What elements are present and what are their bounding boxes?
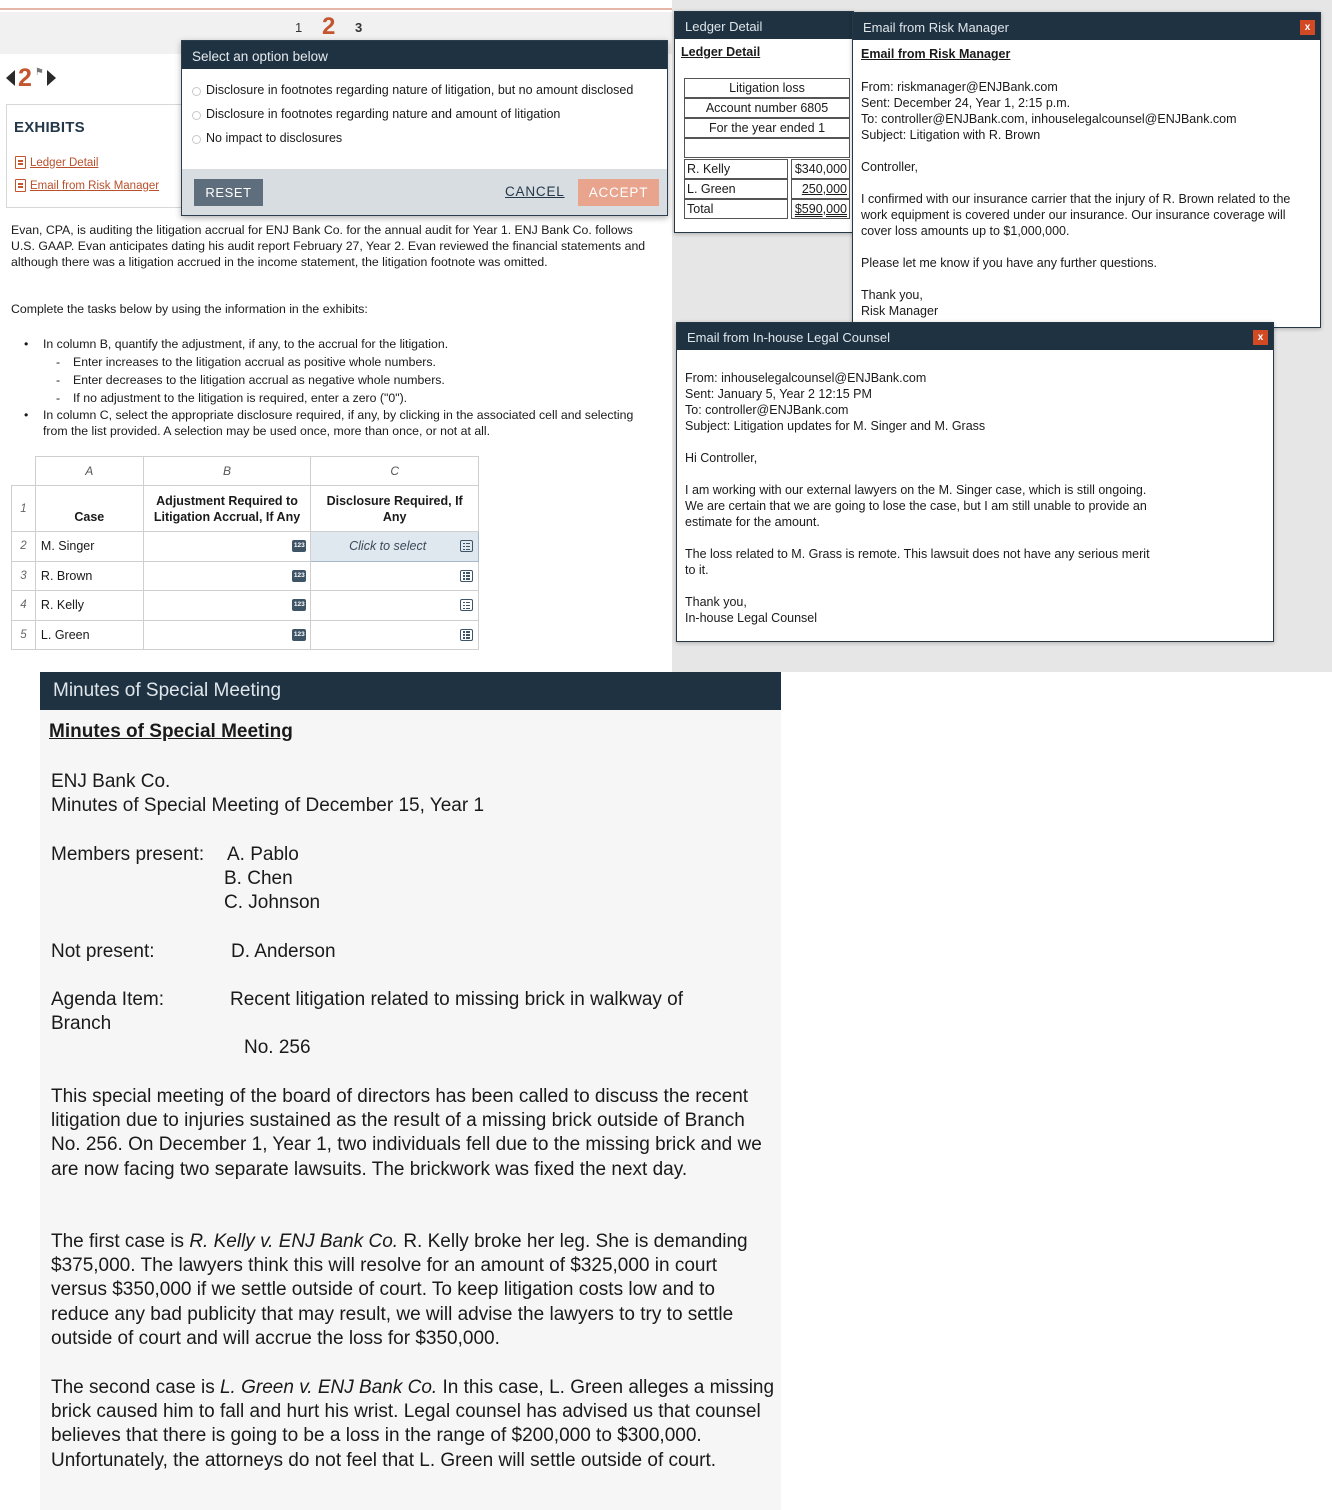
list-select-icon: [460, 540, 473, 552]
ledger-amount: 250,000: [791, 179, 850, 199]
case-cell: L. Green: [35, 620, 143, 650]
case-name: L. Green v. ENJ Bank Co.: [219, 1377, 438, 1398]
exhibits-panel: [6, 104, 186, 208]
minutes-paragraph-3: The second case is L. Green v. ENJ Bank Co. In this case, L. Green alleges a missing brick caused him to fall and hurt his wrist. Legal counsel has advised us that counsel believes that there is going to be a loss in the range of $200,000 to $300,000. Unfortunately, the attorneys do not feel that L. Green will settle outside of court.: [51, 1377, 775, 1471]
option-label: Disclosure in footnotes regarding nature and amount of litigation: [206, 107, 561, 121]
ledger-name: L. Green: [684, 179, 788, 199]
ledger-name: Total: [684, 199, 788, 219]
exhibit-link-ledger-detail[interactable]: [15, 156, 98, 169]
cancel-button[interactable]: CANCEL: [505, 184, 565, 199]
ledger-name: R. Kelly: [684, 159, 788, 179]
minutes-paragraph-1: This special meeting of the board of directors has been called to discuss the recent litigation due to injuries sustained as the result of a missing brick outside of Branch No. 256. On December 1, Year 1, two individuals fell due to the missing brick and we are now facing two separate lawsuits. The brickwork was fixed the next day.: [51, 1086, 762, 1180]
meeting-date: Minutes of Special Meeting of December 15, Year 1: [51, 795, 485, 816]
ledger-header-line: Account number 6805: [684, 98, 850, 118]
task-list: • In column B, quantify the adjustment, if any, to the accrual for the litigation. - Enter increases to the litigation accrual as positive whole numbers. - Enter decreases to the litigation accrual as negative whole numbers. - If no adjustment to the litigation is required, enter a zero ("0"). • In column C, select the appropriate disclosure required, if any, by clicking in the associated cell and selecting from the list provided. A selection may be used once, more than once, or not at all.: [24, 337, 634, 438]
minutes-paragraph-2: The first case is R. Kelly v. ENJ Bank Co. R. Kelly broke her leg. She is demanding $375,000. The lawyers think this will resolve for an amount of $325,000 in court versus $350,000 if we settle outside of court. To keep litigation costs low and to reduce any bad publicity that may result, we will advise the lawyers to try to settle outside of court and will accrue the loss for $350,000.: [51, 1231, 748, 1349]
corner-cell: [12, 457, 36, 486]
task-bullet-1: In column B, quantify the adjustment, if any, to the accrual for the litigation.: [43, 337, 449, 351]
radio-button[interactable]: [192, 111, 201, 120]
agenda-text-continued: No. 256: [244, 1037, 311, 1058]
row-number: 5: [12, 620, 36, 650]
option-label: No impact to disclosures: [206, 131, 343, 145]
disclosure-select-cell[interactable]: [311, 561, 479, 591]
column-letter-a: A: [35, 457, 143, 486]
document-icon: [15, 156, 26, 169]
task-panel: [0, 0, 672, 672]
case-cell: R. Brown: [35, 561, 143, 591]
column-letter-b: B: [143, 457, 311, 486]
case-cell: R. Kelly: [35, 591, 143, 621]
list-select-icon: [460, 570, 473, 582]
risk-manager-email-window[interactable]: [852, 12, 1321, 328]
dialog-title: Select an option below: [182, 41, 667, 69]
ledger-blank-line: [684, 138, 850, 158]
reset-button[interactable]: RESET: [194, 179, 263, 206]
option-nature-no-amount[interactable]: [192, 83, 633, 97]
case-name: R. Kelly v. ENJ Bank Co.: [189, 1231, 399, 1252]
window-title: Email from In-house Legal Counsel: [677, 323, 1273, 350]
legal-email-body: [685, 370, 1155, 626]
email-thanks: Thank you,: [861, 288, 923, 302]
page-2-link[interactable]: 2: [322, 13, 336, 40]
email-greeting: Controller,: [861, 160, 918, 174]
task-sub-2: Enter decreases to the litigation accrual as negative whole numbers.: [73, 373, 445, 387]
option-nature-and-amount[interactable]: [192, 107, 560, 121]
email-to: To: controller@ENJBank.com: [685, 403, 849, 417]
list-select-icon: [460, 599, 473, 611]
not-present-name: D. Anderson: [231, 941, 336, 962]
member-name: B. Chen: [224, 868, 293, 889]
next-step-icon[interactable]: [47, 70, 56, 86]
email-paragraph: I am working with our external lawyers on the M. Singer case, which is still ongoing. We are certain that we are going to lose the case, but I am still unable to provide an estimate for the amount.: [685, 483, 1147, 529]
minutes-heading: Minutes of Special Meeting: [49, 721, 293, 742]
numeric-entry-icon: 123: [292, 629, 306, 641]
exhibit-link-label: Email from Risk Manager: [30, 179, 160, 192]
adjustment-input-cell[interactable]: [143, 561, 311, 591]
window-title: Minutes of Special Meeting: [40, 672, 781, 710]
step-navigator: [6, 64, 56, 92]
ledger-row: [684, 159, 850, 179]
flag-icon[interactable]: ⚑: [34, 67, 44, 78]
task-sub-1: Enter increases to the litigation accrual as positive whole numbers.: [73, 355, 436, 369]
page-3-link[interactable]: 3: [355, 20, 363, 35]
email-thanks: Thank you,: [685, 595, 747, 609]
member-name: A. Pablo: [227, 844, 299, 865]
accept-button[interactable]: ACCEPT: [578, 179, 659, 206]
header-adjustment: Adjustment Required to Litigation Accrual, If Any: [143, 486, 311, 532]
numeric-entry-icon: 123: [292, 599, 306, 611]
option-no-impact[interactable]: [192, 131, 342, 145]
company-name: ENJ Bank Co.: [51, 771, 171, 792]
row-number: 1: [12, 486, 36, 532]
email-paragraph: The loss related to M. Grass is remote. This lawsuit does not have any serious merit to it.: [685, 547, 1150, 577]
email-subject: Subject: Litigation updates for M. Singer and M. Grass: [685, 419, 986, 433]
answer-spreadsheet: [11, 456, 479, 650]
column-letter-c: C: [311, 457, 479, 486]
ledger-row: [684, 199, 850, 219]
minutes-window[interactable]: [40, 672, 781, 1510]
task-intro: Evan, CPA, is auditing the litigation accrual for ENJ Bank Co. for the annual audit for Year 1. ENJ Bank Co. follows U.S. GAAP. Evan anticipates dating his audit report February 27, Year 2. Evan reviewed the financial statements and although there was a litigation accrued in the income statement, the litigation footnote was omitted.: [11, 223, 646, 269]
member-name: C. Johnson: [224, 892, 321, 913]
option-label: Disclosure in footnotes regarding nature of litigation, but no amount disclosed: [206, 83, 634, 97]
click-to-select-label: Click to select: [349, 539, 427, 554]
row-number: 4: [12, 591, 36, 621]
window-title: Email from Risk Manager: [853, 13, 1320, 40]
close-icon[interactable]: x: [1253, 330, 1268, 345]
dialog-footer: [182, 169, 667, 215]
email-subject: Subject: Litigation with R. Brown: [861, 128, 1041, 142]
ledger-amount: $340,000: [791, 159, 850, 179]
agenda-text: Recent litigation related to missing brick in walkway of: [230, 989, 684, 1010]
row-number: 3: [12, 561, 36, 591]
task-sub-3: If no adjustment to the litigation is required, enter a zero ("0").: [73, 391, 408, 405]
email-paragraph: I confirmed with our insurance carrier that the injury of R. Brown related to the work equipment is covered under our insurance. Our insurance coverage will cover loss amounts up to $1,000,000.: [861, 192, 1291, 238]
ledger-detail-window[interactable]: [674, 11, 854, 233]
adjustment-input-cell[interactable]: [143, 532, 311, 562]
adjustment-input-cell[interactable]: [143, 591, 311, 621]
radio-button[interactable]: [192, 135, 201, 144]
email-heading: Email from Risk Manager: [861, 47, 1011, 61]
ledger-row: [684, 179, 850, 199]
agenda-label-continued: Branch: [51, 1013, 112, 1034]
disclosure-select-cell[interactable]: [311, 532, 479, 562]
table-row: [12, 620, 479, 650]
disclosure-select-cell[interactable]: [311, 620, 479, 650]
disclosure-option-dialog: [181, 40, 668, 216]
radio-button[interactable]: [192, 87, 201, 96]
exhibit-link-risk-manager-email[interactable]: [15, 179, 159, 192]
exhibits-title: EXHIBITS: [14, 119, 85, 136]
task-instruction: Complete the tasks below by using the information in the exhibits:: [11, 302, 368, 316]
task-bullet-2: In column C, select the appropriate disclosure required, if any, by clicking in the associated cell and selecting from the list provided. A selection may be used once, more than once, or not at all.: [43, 408, 634, 438]
email-signature: In-house Legal Counsel: [685, 611, 818, 625]
case-cell: M. Singer: [35, 532, 143, 562]
email-closing: Please let me know if you have any further questions.: [861, 256, 1157, 270]
document-icon: [15, 179, 26, 192]
legal-counsel-email-window[interactable]: [676, 322, 1274, 642]
ledger-header-line: For the year ended 1: [684, 118, 850, 138]
adjustment-input-cell[interactable]: [143, 620, 311, 650]
table-row: [12, 591, 479, 621]
email-sent: Sent: January 5, Year 2 12:15 PM: [685, 387, 872, 401]
row-number: 2: [12, 532, 36, 562]
list-select-icon: [460, 629, 473, 641]
ledger-header-line: Litigation loss: [684, 78, 850, 98]
email-signature: Risk Manager: [861, 304, 939, 318]
current-step-number: 2: [18, 64, 32, 92]
header-case: Case: [35, 486, 143, 532]
window-title: Ledger Detail: [675, 12, 853, 39]
header-disclosure: Disclosure Required, If Any: [311, 486, 479, 532]
email-to: To: controller@ENJBank.com, inhouselegalcounsel@ENJBank.com: [861, 112, 1237, 126]
agenda-label: Agenda Item:: [51, 989, 165, 1010]
members-label: Members present:: [51, 844, 205, 865]
table-row: [12, 561, 479, 591]
disclosure-select-cell[interactable]: [311, 591, 479, 621]
ledger-amount: $590,000: [791, 199, 850, 219]
numeric-entry-icon: 123: [292, 570, 306, 582]
ledger-heading: Ledger Detail: [681, 45, 761, 59]
email-from: From: inhouselegalcounsel@ENJBank.com: [685, 371, 927, 385]
numeric-entry-icon: 123: [292, 540, 306, 552]
page-1-link[interactable]: 1: [295, 20, 303, 35]
not-present-label: Not present:: [51, 941, 155, 962]
risk-email-body: [861, 46, 1316, 319]
table-row: [12, 532, 479, 562]
email-from: From: riskmanager@ENJBank.com: [861, 80, 1058, 94]
exhibit-link-label: Ledger Detail: [30, 156, 99, 169]
email-greeting: Hi Controller,: [685, 451, 758, 465]
previous-step-icon[interactable]: [6, 70, 15, 86]
email-sent: Sent: December 24, Year 1, 2:15 p.m.: [861, 96, 1071, 110]
close-icon[interactable]: x: [1300, 20, 1315, 35]
